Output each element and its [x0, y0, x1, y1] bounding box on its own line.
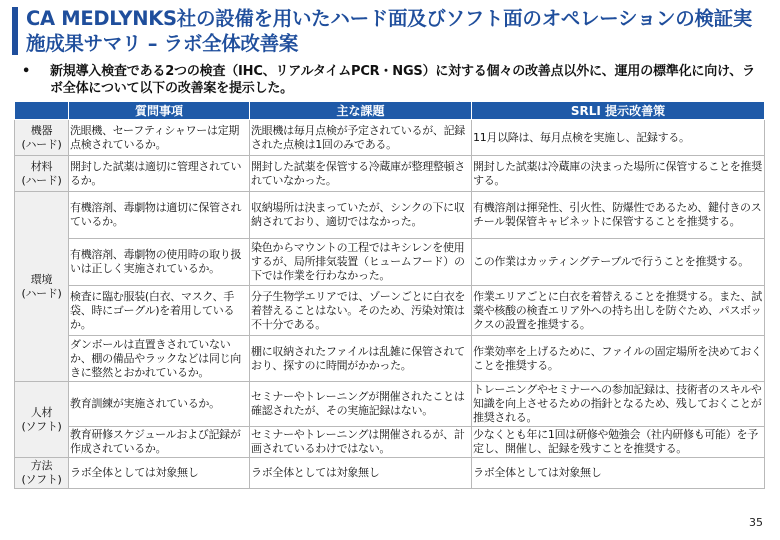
question-cell: 教育訓練が実施されているか。: [69, 382, 250, 427]
issue-cell: セミナーやトレーニングが開催されたことは確認されたが、その実施記録はない。: [250, 382, 472, 427]
header-improvement: SRLI 提示改善策: [472, 102, 765, 120]
improvement-cell: この作業はカッティングテーブルで行うことを推奨する。: [472, 239, 765, 286]
question-cell: 開封した試薬は適切に管理されているか。: [69, 156, 250, 192]
question-cell: 教育研修スケジュールおよび記録が作成されているか。: [69, 427, 250, 458]
table-row: [15, 192, 765, 239]
improvement-cell: 少なくとも年に1回は研修や勉強会（社内研修も可能）を予定し、開催し、記録を残すことを推奨する。: [472, 427, 765, 458]
table-row: [15, 458, 765, 489]
improvement-cell: トレーニングやセミナーへの参加記録は、技術者のスキルや知識を向上させるための指針となるため、残しておくことが推奨される。: [472, 382, 765, 427]
table-row: [15, 286, 765, 336]
summary-bullet: [22, 63, 762, 97]
improvement-table: [14, 101, 765, 489]
page-number: 35: [749, 516, 763, 529]
category-materials: 材料 (ハード): [15, 156, 69, 192]
header-issue: 主な課題: [250, 102, 472, 120]
table-row: [15, 382, 765, 427]
improvement-cell: 作業効率を上げるために、ファイルの固定場所を決めておくことを推奨する。: [472, 336, 765, 382]
header-category: [15, 102, 69, 120]
improvement-cell: 開封した試薬は冷蔵庫の決まった場所に保管することを推奨する。: [472, 156, 765, 192]
category-personnel: 人材 (ソフト): [15, 382, 69, 458]
title-accent-bar: [12, 7, 18, 55]
issue-cell: セミナーやトレーニングは開催されるが、計画されているわけではない。: [250, 427, 472, 458]
issue-cell: ラボ全体としては対象無し: [250, 458, 472, 489]
question-cell: ラボ全体としては対象無し: [69, 458, 250, 489]
category-equipment: 機器 (ハード): [15, 120, 69, 156]
improvement-cell: ラボ全体としては対象無し: [472, 458, 765, 489]
header-question: 質問事項: [69, 102, 250, 120]
question-cell: 検査に臨む服装(白衣、マスク、手袋、時にゴーグル)を着用しているか。: [69, 286, 250, 336]
table-row: [15, 336, 765, 382]
issue-cell: 染色からマウントの工程ではキシレンを使用するが、局所排気装置（ヒュームフード）の下では作業を行わなかった。: [250, 239, 472, 286]
issue-cell: 分子生物学エリアでは、ゾーンごとに白衣を着替えることはない。そのため、汚染対策は不十分である。: [250, 286, 472, 336]
improvement-cell: 11月以降は、毎月点検を実施し、記録する。: [472, 120, 765, 156]
issue-cell: 収納場所は決まっていたが、シンクの下に収納されており、適切ではなかった。: [250, 192, 472, 239]
issue-cell: 開封した試薬を保管する冷蔵庫が整理整頓されていなかった。: [250, 156, 472, 192]
improvement-cell: 有機溶剤は揮発性、引火性、防爆性であるため、鍵付きのスチール製保管キャビネットに保管することを推奨する。: [472, 192, 765, 239]
category-environment: 環境 (ハード): [15, 192, 69, 382]
table-row: [15, 120, 765, 156]
question-cell: ダンボールは直置きされていないか、棚の備品やラックなどは同じ向きに整然とおかれているか。: [69, 336, 250, 382]
category-method: 方法 (ソフト): [15, 458, 69, 489]
question-cell: 有機溶剤、毒劇物は適切に保管されているか。: [69, 192, 250, 239]
bullet-icon: •: [22, 64, 31, 79]
table-row: [15, 239, 765, 286]
improvement-cell: 作業エリアごとに白衣を着替えることを推奨する。また、試薬や核酸の検査エリア外への持ち出しを防ぐため、パスボックスの設置を推奨する。: [472, 286, 765, 336]
issue-cell: 洗眼機は毎月点検が予定されているが、記録された点検は1回のみである。: [250, 120, 472, 156]
page-title: CA MEDLYNKS社の設備を用いたハード面及びソフト面のオペレーションの検証実施成果サマリ – ラボ全体改善案: [26, 7, 753, 55]
table-row: [15, 427, 765, 458]
table-row: [15, 156, 765, 192]
question-cell: 有機溶剤、毒劇物の使用時の取り扱いは正しく実施されているか。: [69, 239, 250, 286]
question-cell: 洗眼機、セーフティシャワーは定期点検されているか。: [69, 120, 250, 156]
table-header-row: [15, 102, 765, 120]
issue-cell: 棚に収納されたファイルは乱雑に保管されており、探すのに時間がかかった。: [250, 336, 472, 382]
summary-text: 新規導入検査である2つの検査（IHC、リアルタイムPCR・NGS）に対する個々の改善点以外に、運用の標準化に向け、ラボ全体について以下の改善案を提示した。: [50, 64, 755, 96]
